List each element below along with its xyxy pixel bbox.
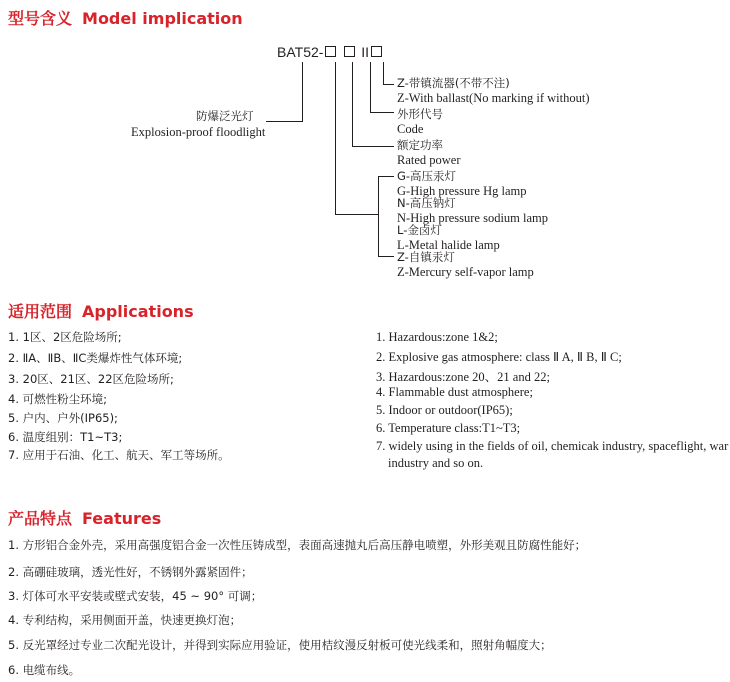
features-section-title bbox=[8, 506, 161, 529]
list-item: 7. 应用于石油、化工、航天、军工等场所。 bbox=[8, 448, 230, 462]
connector-power-h bbox=[352, 146, 394, 147]
lamp-n-cn: N-高压钠灯 bbox=[397, 196, 456, 210]
lamp-z-cn: Z-自镇汞灯 bbox=[397, 250, 455, 264]
list-item: 1. 方形铝合金外壳，采用高强度铝合金一次性压铸成型，表面高速抛丸后高压静电喷塑，外形美观且防腐性能好； bbox=[8, 538, 587, 552]
connector-power bbox=[352, 62, 353, 147]
lamp-l-en: L-Metal halide lamp bbox=[397, 238, 500, 252]
code-slot-power bbox=[325, 46, 336, 57]
floodlight-label-en: Explosion-proof floodlight bbox=[131, 125, 266, 139]
connector-lamp-h bbox=[335, 214, 378, 215]
model-code bbox=[277, 44, 384, 60]
lamp-bracket-bottom bbox=[378, 256, 394, 257]
power-label-en: Rated power bbox=[397, 153, 461, 167]
list-item: 3. 20区、21区、22区危险场所; bbox=[8, 372, 174, 386]
model-section-title bbox=[8, 6, 243, 29]
list-item: 3. Hazardous:zone 20、21 and 22; bbox=[376, 370, 550, 384]
applications-title-en: Applications bbox=[82, 302, 194, 321]
list-item: 3. 灯体可水平安装或壁式安装，45 ~ 90° 可调； bbox=[8, 589, 263, 603]
power-label-cn: 额定功率 bbox=[397, 138, 443, 152]
list-item: 5. 户内、户外(IP65); bbox=[8, 411, 118, 425]
list-item: 7. widely using in the fields of oil, chemicak industry, spaceflight, war bbox=[376, 439, 729, 453]
connector-lamp bbox=[335, 62, 336, 215]
list-item: 2. 高硼硅玻璃，透光性好，不锈钢外露紧固件； bbox=[8, 565, 253, 579]
floodlight-label-cn: 防爆泛光灯 bbox=[196, 109, 254, 123]
list-item: 4. 可燃性粉尘环境; bbox=[8, 392, 108, 406]
lamp-bracket bbox=[378, 176, 379, 257]
list-item: 1. 1区、2区危险场所; bbox=[8, 330, 122, 344]
connector-main bbox=[302, 62, 303, 122]
ballast-label-cn: Z-带镇流器(不带不注) bbox=[397, 76, 510, 90]
model-title-en: Model implication bbox=[82, 9, 243, 28]
connector-ballast-h bbox=[383, 84, 394, 85]
code-slot-lamp bbox=[344, 46, 355, 57]
list-item: 5. 反光罩经过专业二次配光设计，并得到实际应用验证，使用桔纹漫反射板可使光线柔和，照射角幅度大； bbox=[8, 638, 552, 652]
lamp-g-en: G-High pressure Hg lamp bbox=[397, 184, 527, 198]
list-item: 2. ⅡA、ⅡB、ⅡC类爆炸性气体环境; bbox=[8, 351, 183, 365]
connector-ballast bbox=[383, 62, 384, 85]
model-code-sep: II bbox=[361, 44, 369, 60]
lamp-z-en: Z-Mercury self-vapor lamp bbox=[397, 265, 534, 279]
features-title-en: Features bbox=[82, 509, 162, 528]
connector-main-h bbox=[266, 121, 303, 122]
list-item: industry and so on. bbox=[388, 456, 484, 470]
lamp-n-en: N-High pressure sodium lamp bbox=[397, 211, 549, 225]
code-slot-ballast bbox=[371, 46, 382, 57]
lamp-g-cn: G-高压汞灯 bbox=[397, 169, 457, 183]
lamp-bracket-top bbox=[378, 176, 394, 177]
list-item: 5. Indoor or outdoor(IP65); bbox=[376, 403, 513, 417]
list-item: 1. Hazardous:zone 1&2; bbox=[376, 330, 498, 344]
lamp-l-cn: L-金卤灯 bbox=[397, 223, 442, 237]
applications-section-title bbox=[8, 299, 194, 322]
list-item: 4. 专利结构，采用侧面开盖，快速更换灯泡； bbox=[8, 613, 242, 627]
list-item: 6. 温度组别：T1~T3; bbox=[8, 430, 123, 444]
list-item: 6. Temperature class:T1~T3; bbox=[376, 421, 521, 435]
connector-code bbox=[370, 62, 371, 113]
connector-code-h bbox=[370, 112, 394, 113]
code-label-en: Code bbox=[397, 122, 424, 136]
list-item: 2. Explosive gas atmosphere: class Ⅱ A, Ⅱ B, Ⅱ C; bbox=[376, 350, 622, 364]
model-code-prefix: BAT52- bbox=[277, 44, 324, 60]
features-title-cn: 产品特点 bbox=[8, 509, 73, 528]
ballast-label-en: Z-With ballast(No marking if without) bbox=[397, 91, 590, 105]
code-label-cn: 外形代号 bbox=[397, 107, 443, 121]
applications-title-cn: 适用范围 bbox=[8, 302, 73, 321]
model-title-cn: 型号含义 bbox=[8, 9, 73, 28]
list-item: 6. 电缆布线。 bbox=[8, 663, 81, 677]
list-item: 4. Flammable dust atmosphere; bbox=[376, 385, 533, 399]
